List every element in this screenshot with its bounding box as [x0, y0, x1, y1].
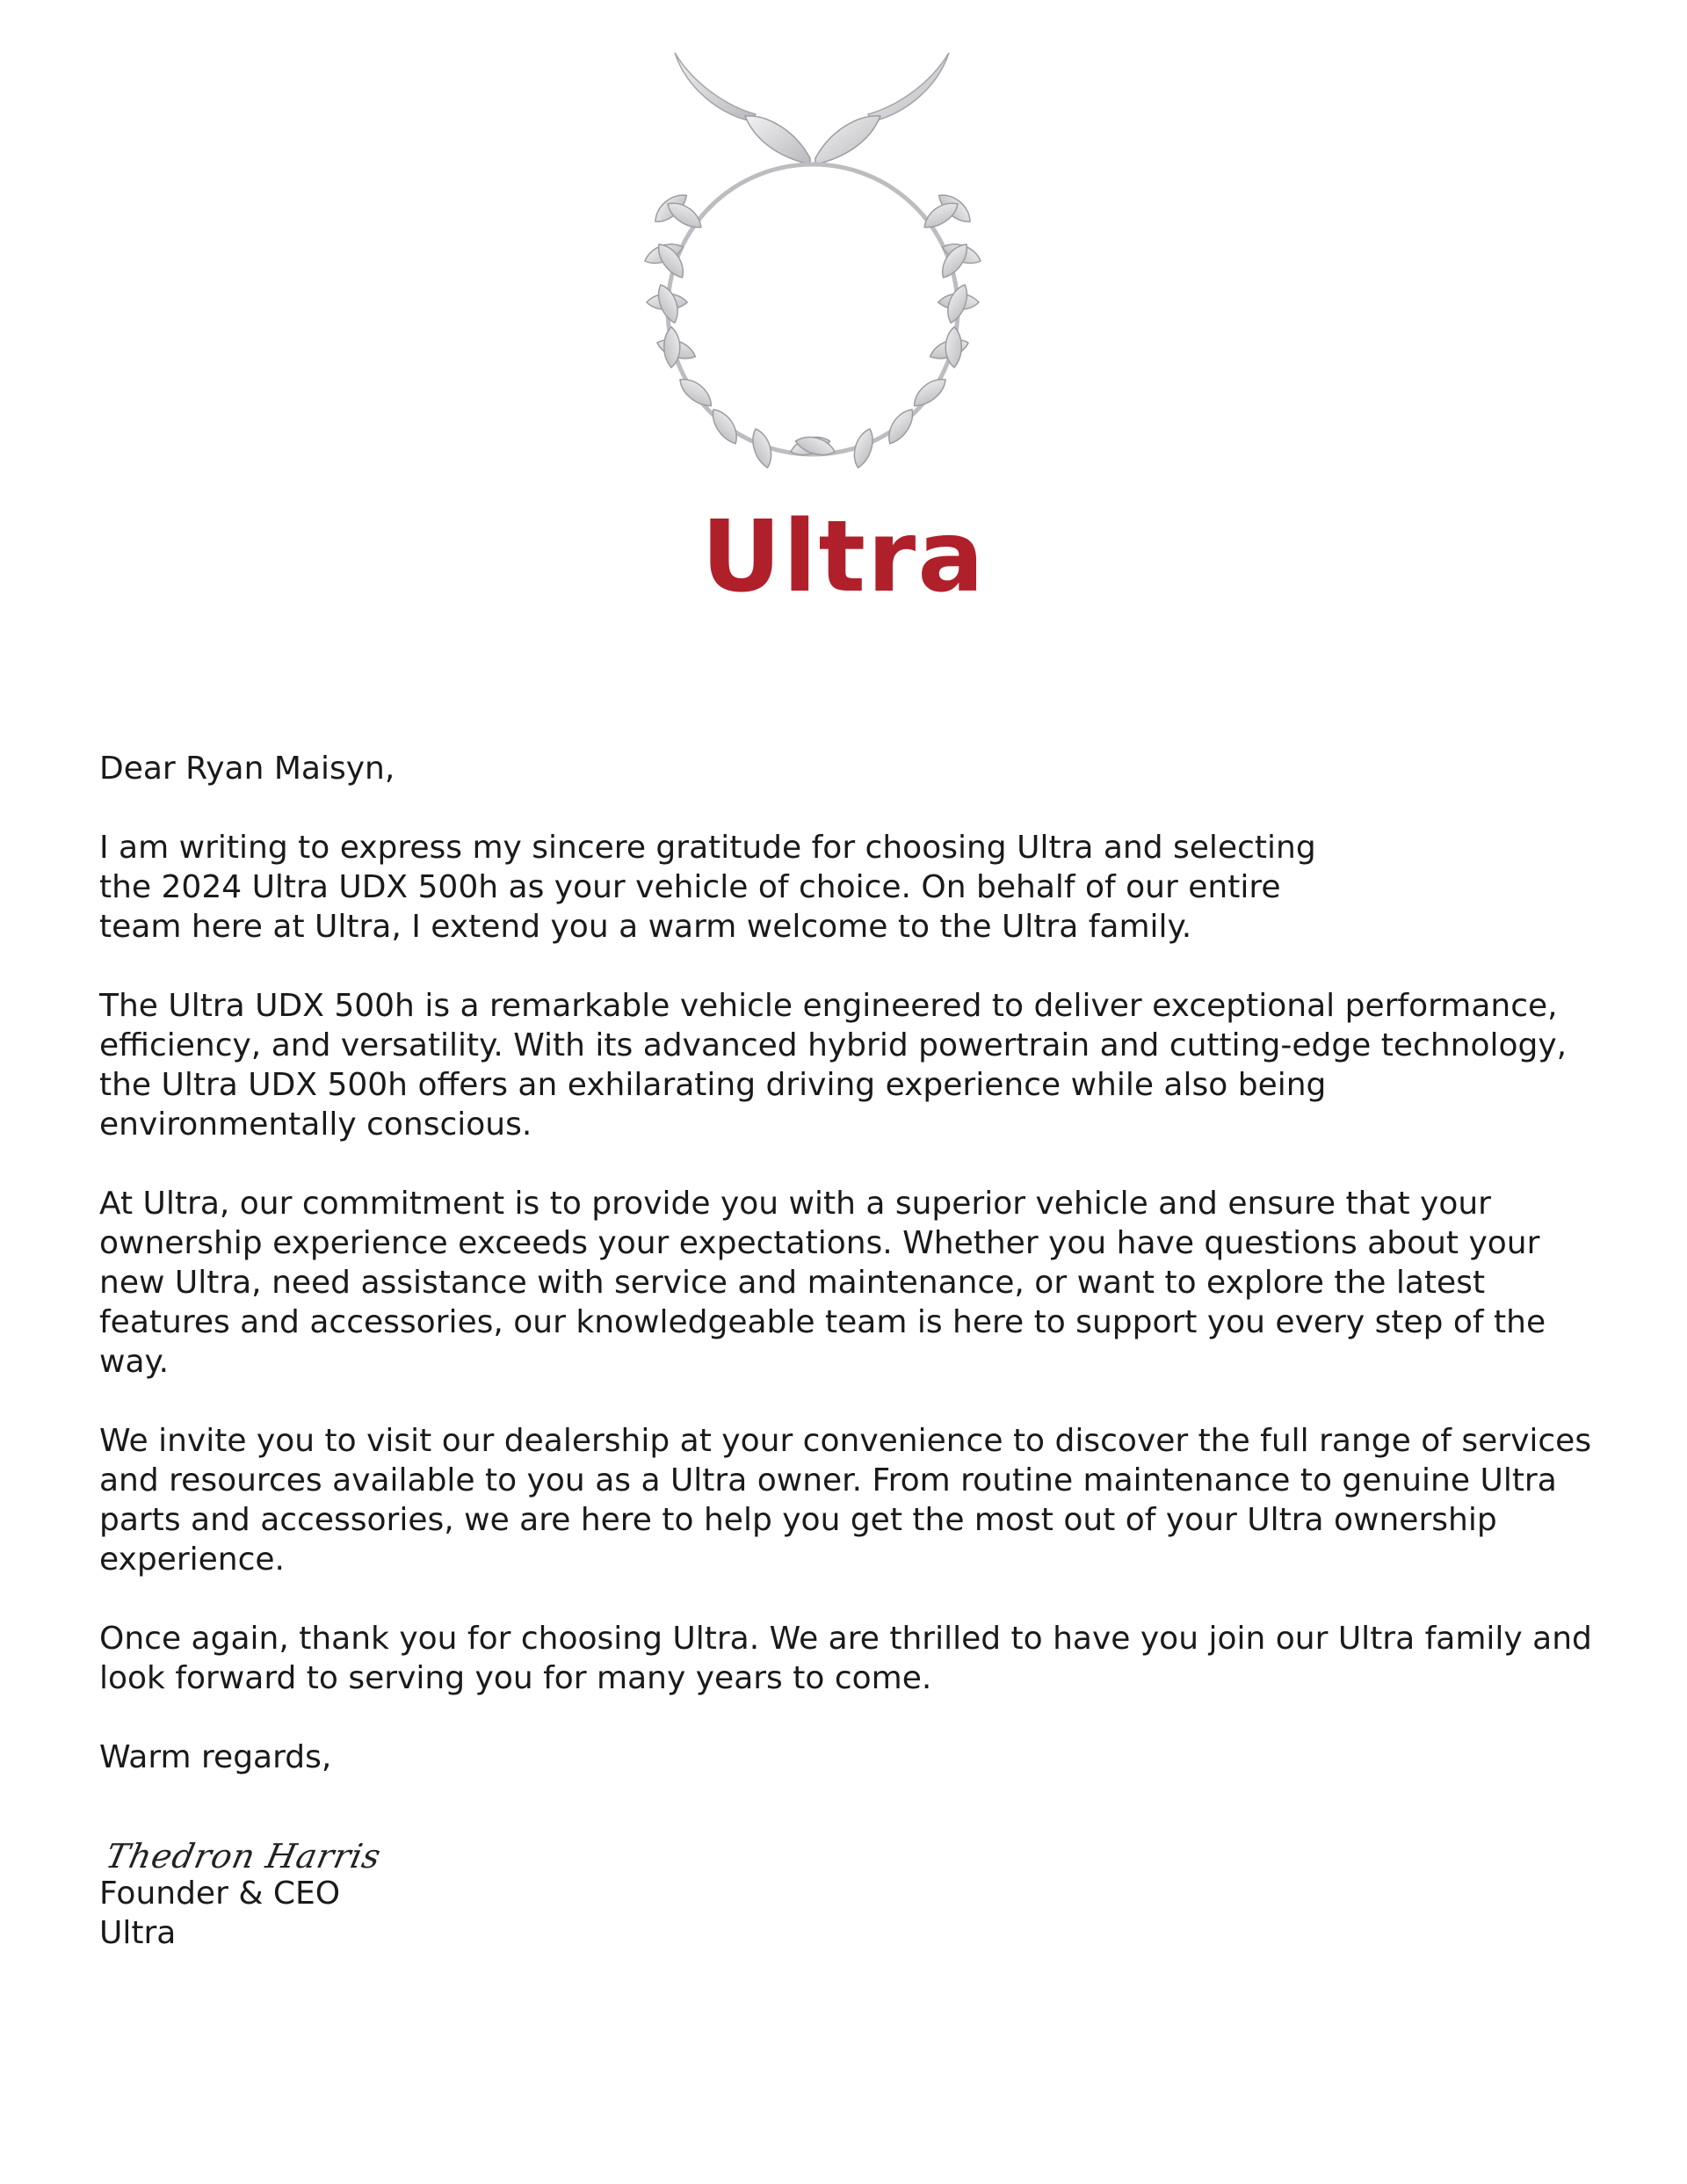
signature: Thedron Harris [102, 1837, 385, 1876]
signature-block [99, 1839, 1593, 1953]
paragraph: At Ultra, our commitment is to provide you with a superior vehicle and ensure that your ownership experience exceeds your expectations. Whether you have questions about your new Ultra, need assistance with service and maintenance, or want to explore the latest features and accessories, our knowledgeable team is here to support you every step of the way. [99, 1186, 1546, 1380]
laurel-wreath-icon [606, 46, 1019, 503]
letter-body [99, 749, 1593, 1953]
signer-company: Ultra [99, 1915, 177, 1951]
paragraph: The Ultra UDX 500h is a remarkable vehicle engineered to deliver exceptional performance, efficiency, and versatility. With its advanced hybrid powertrain and cutting-edge technology, the Ultra UDX 500h offers an exhilarating driving experience while also being environmentally conscious. [99, 988, 1568, 1143]
closing: Warm regards, [99, 1739, 332, 1775]
paragraph: I am writing to express my sincere gratitude for choosing Ultra and selecting the 2024 Ultra UDX 500h as your vehicle of choice. On behalf of our entire team here at Ultra, I extend you a warm welcome to the Ultra family. [99, 830, 1316, 945]
signer-title: Founder & CEO [99, 1876, 341, 1912]
paragraph: We invite you to visit our dealership at your convenience to discover the full range of services and resources available to you as a Ultra owner. From routine maintenance to genuine Ultra parts and accessories, we are here to help you get the most out of your Ultra ownership experience. [99, 1423, 1592, 1578]
brand-wordmark: Ultra [701, 500, 986, 614]
salutation: Dear Ryan Maisyn, [99, 751, 395, 787]
paragraph: Once again, thank you for choosing Ultra. We are thrilled to have you join our Ultra family and look forward to serving you for many years to come. [99, 1621, 1592, 1696]
